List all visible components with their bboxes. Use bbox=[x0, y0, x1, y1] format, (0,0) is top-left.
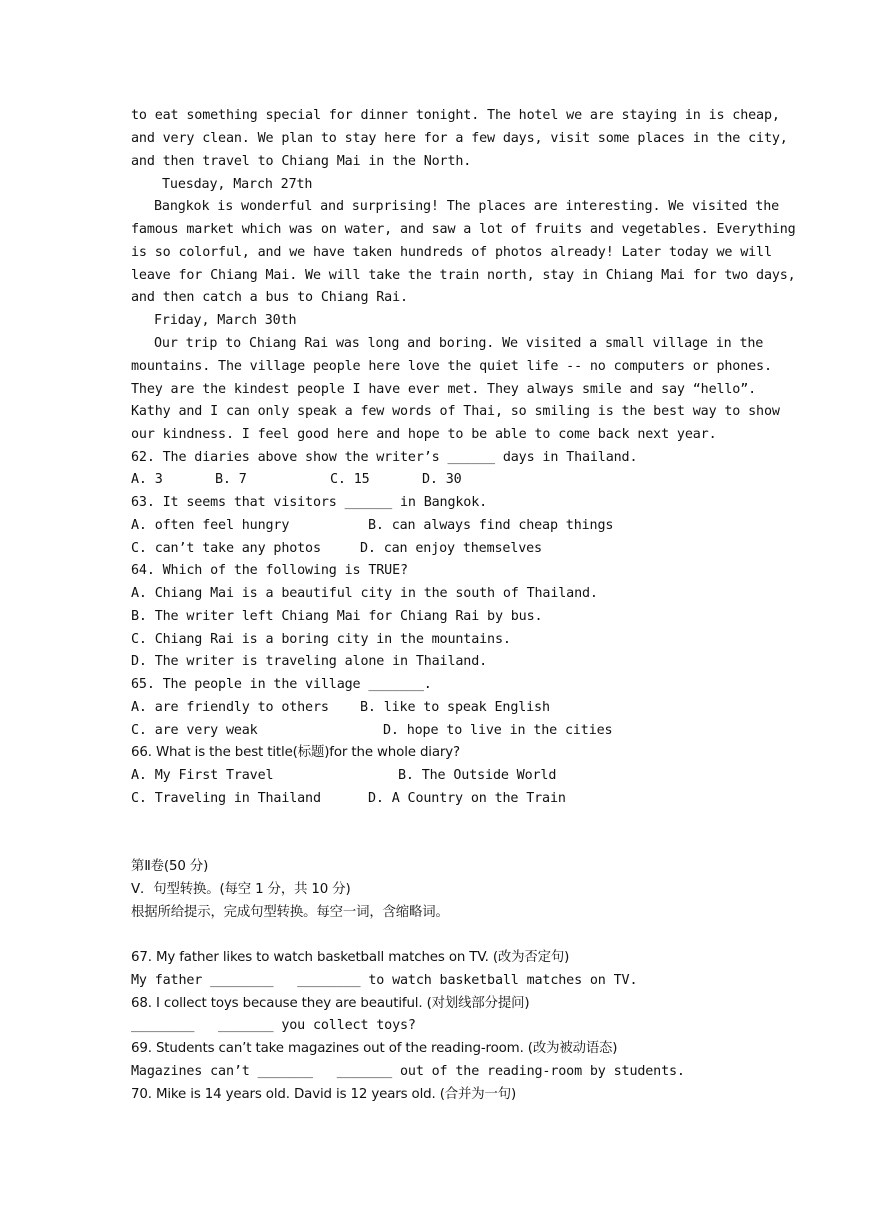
transform-question: 70. Mike is 14 years old. David is 12 years old. (合并为一句) bbox=[131, 1087, 517, 1102]
transform-question: 69. Students can’t take magazines out of the reading-room. (改为被动语态) bbox=[131, 1041, 618, 1056]
passage-line: Our trip to Chiang Rai was long and boring. We visited a small village in the bbox=[154, 336, 764, 351]
passage-line: to eat something special for dinner tonight. The hotel we are staying in is cheap, bbox=[131, 108, 780, 123]
option: A. 3 bbox=[131, 472, 163, 487]
passage-line: leave for Chiang Mai. We will take the train north, stay in Chiang Mai for two days, bbox=[131, 268, 796, 283]
question-stem: 65. The people in the village _______. bbox=[131, 677, 432, 692]
question-stem: 63. It seems that visitors ______ in Bangkok. bbox=[131, 495, 488, 510]
option: B. The writer left Chiang Mai for Chiang Rai by bus. bbox=[131, 609, 543, 624]
transform-answer: Magazines can’t _______ _______ out of the reading-room by students. bbox=[131, 1064, 685, 1079]
option: A. are friendly to others bbox=[131, 700, 329, 715]
diary-date: Friday, March 30th bbox=[154, 313, 297, 328]
passage-line: Kathy and I can only speak a few words of Thai, so smiling is the best way to show bbox=[131, 404, 780, 419]
passage-line: our kindness. I feel good here and hope to be able to come back next year. bbox=[131, 427, 717, 442]
transform-question: 67. My father likes to watch basketball matches on TV. (改为否定句) bbox=[131, 950, 570, 965]
passage-line: and very clean. We plan to stay here for a few days, visit some places in the city, bbox=[131, 131, 788, 146]
passage-line: famous market which was on water, and saw a lot of fruits and vegetables. Everything bbox=[131, 222, 796, 237]
question-stem: 64. Which of the following is TRUE? bbox=[131, 563, 408, 578]
option: C. 15 bbox=[330, 472, 370, 487]
option: D. hope to live in the cities bbox=[383, 723, 613, 738]
passage-line: and then travel to Chiang Mai in the North. bbox=[131, 154, 472, 169]
option: C. Chiang Rai is a boring city in the mountains. bbox=[131, 632, 511, 647]
transform-question: 68. I collect toys because they are beautiful. (对划线部分提问) bbox=[131, 996, 530, 1011]
option: D. can enjoy themselves bbox=[360, 541, 542, 556]
transform-answer: My father ________ ________ to watch basketball matches on TV. bbox=[131, 973, 638, 988]
section-heading: V．句型转换。(每空 1 分，共 10 分) bbox=[131, 882, 351, 897]
option: C. Traveling in Thailand bbox=[131, 791, 321, 806]
option: A. Chiang Mai is a beautiful city in the south of Thailand. bbox=[131, 586, 598, 601]
diary-date: Tuesday, March 27th bbox=[162, 177, 313, 192]
option: C. are very weak bbox=[131, 723, 258, 738]
passage-line: They are the kindest people I have ever met. They always smile and say “hello”. bbox=[131, 382, 757, 397]
option: D. A Country on the Train bbox=[368, 791, 566, 806]
section-title: 第Ⅱ卷(50 分) bbox=[131, 859, 209, 874]
option: C. can’t take any photos bbox=[131, 541, 321, 556]
passage-line: Bangkok is wonderful and surprising! The places are interesting. We visited the bbox=[154, 199, 780, 214]
option: D. The writer is traveling alone in Thailand. bbox=[131, 654, 488, 669]
option: A. My First Travel bbox=[131, 768, 274, 783]
section-instruction: 根据所给提示，完成句型转换。每空一词，含缩略词。 bbox=[131, 905, 449, 920]
passage-line: and then catch a bus to Chiang Rai. bbox=[131, 290, 408, 305]
option: B. 7 bbox=[215, 472, 247, 487]
option: A. often feel hungry bbox=[131, 518, 290, 533]
option: B. like to speak English bbox=[360, 700, 550, 715]
question-stem: 62. The diaries above show the writer’s ______ days in Thailand. bbox=[131, 450, 638, 465]
passage-line: is so colorful, and we have taken hundreds of photos already! Later today we will bbox=[131, 245, 772, 260]
option: B. The Outside World bbox=[398, 768, 557, 783]
question-stem: 66. What is the best title(标题)for the whole diary? bbox=[131, 745, 461, 760]
option: D. 30 bbox=[422, 472, 462, 487]
option: B. can always find cheap things bbox=[368, 518, 614, 533]
transform-answer: ________ _______ you collect toys? bbox=[131, 1018, 416, 1033]
passage-line: mountains. The village people here love the quiet life -- no computers or phones. bbox=[131, 359, 772, 374]
